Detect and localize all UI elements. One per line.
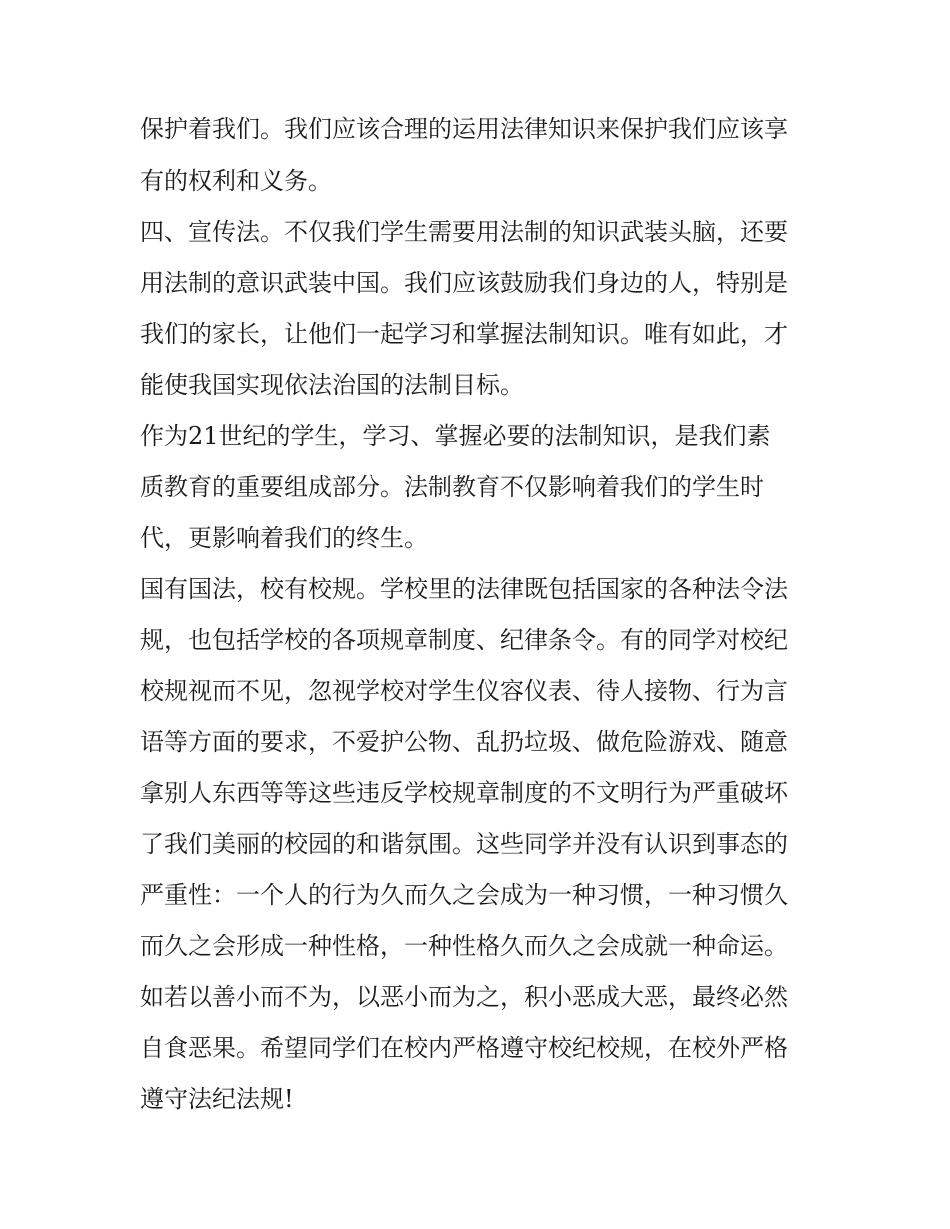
text-line: 我们的家长，让他们一起学习和掌握法制知识。唯有如此，才 bbox=[140, 320, 788, 348]
text-line: 而久之会形成一种性格，一种性格久而久之会成就一种命运。 bbox=[140, 932, 788, 960]
text-line: 有的权利和义务。 bbox=[140, 167, 332, 195]
text-line: 用法制的意识武装中国。我们应该鼓励我们身边的人，特别是 bbox=[140, 269, 788, 297]
text-line: 能使我国实现依法治国的法制目标。 bbox=[140, 371, 524, 399]
text-line: 代，更影响着我们的终生。 bbox=[140, 524, 428, 552]
text-line: 自食恶果。希望同学们在校内严格遵守校纪校规，在校外严格 bbox=[140, 1034, 788, 1062]
text-line: 作为21世纪的学生，学习、掌握必要的法制知识，是我们素 bbox=[140, 422, 771, 450]
text-line: 了我们美丽的校园的和谐氛围。这些同学并没有认识到事态的 bbox=[140, 830, 788, 858]
text-line: 如若以善小而不为，以恶小而为之，积小恶成大恶，最终必然 bbox=[140, 983, 788, 1011]
text-line: 四、宣传法。不仅我们学生需要用法制的知识武装头脑，还要 bbox=[140, 218, 788, 246]
text-line: 遵守法纪法规! bbox=[140, 1085, 294, 1113]
text-line: 质教育的重要组成部分。法制教育不仅影响着我们的学生时 bbox=[140, 473, 764, 501]
text-line: 保护着我们。我们应该合理的运用法律知识来保护我们应该享 bbox=[140, 115, 788, 143]
text-line: 国有国法，校有校规。学校里的法律既包括国家的各种法令法 bbox=[140, 575, 788, 603]
text-line: 拿别人东西等等这些违反学校规章制度的不文明行为严重破坏 bbox=[140, 779, 788, 807]
text-line: 严重性：一个人的行为久而久之会成为一种习惯，一种习惯久 bbox=[140, 881, 788, 909]
text-line: 规，也包括学校的各项规章制度、纪律条令。有的同学对校纪 bbox=[140, 626, 788, 654]
text-line: 校规视而不见，忽视学校对学生仪容仪表、待人接物、行为言 bbox=[140, 677, 788, 705]
text-line: 语等方面的要求，不爱护公物、乱扔垃圾、做危险游戏、随意 bbox=[140, 728, 788, 756]
